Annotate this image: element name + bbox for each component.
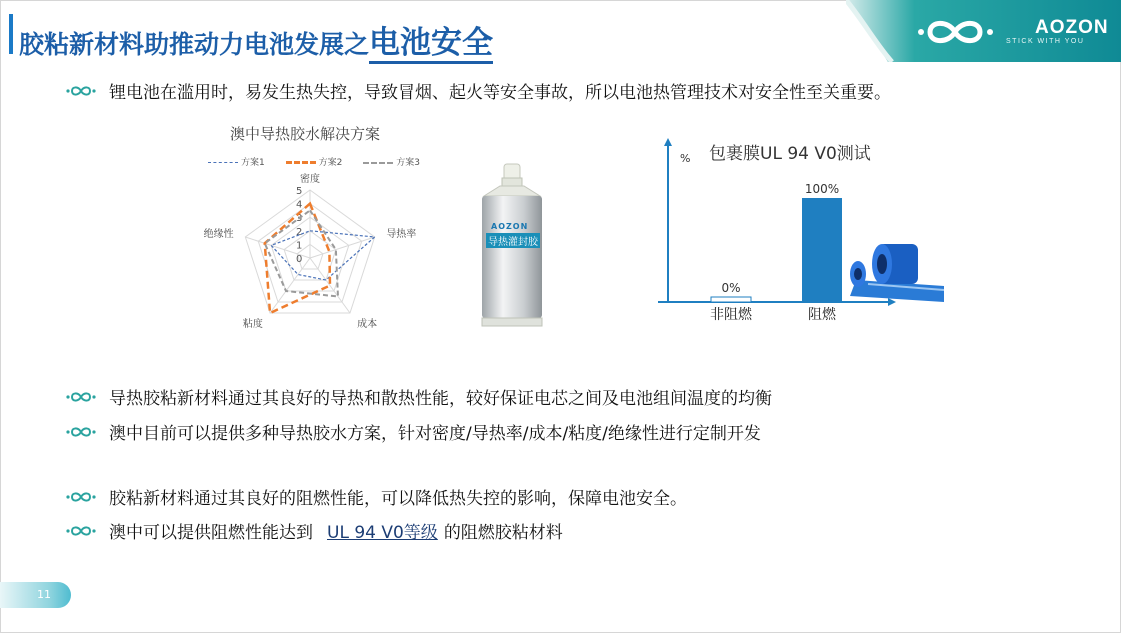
legend-label: 方案2: [318, 158, 343, 168]
radar-tick-label: 4: [296, 199, 303, 211]
radar-tick-label: 2: [296, 226, 303, 238]
page-title-main: 胶粘新材料助推动力电池发展之: [19, 30, 370, 59]
radar-tick-label: 5: [296, 186, 303, 197]
y-axis-label: %: [680, 152, 691, 165]
bar-category-label: 阻燃: [808, 307, 836, 323]
bullet-icon: [66, 85, 96, 97]
legend-item: [208, 158, 265, 168]
product-brand-label: AOZON: [491, 222, 529, 231]
bar: [802, 198, 842, 302]
bullet-item: [66, 384, 772, 409]
ul94-link[interactable]: UL 94 V0等级: [327, 523, 438, 543]
bullet-icon: [66, 491, 96, 503]
bullet-text: 导热胶粘新材料通过其良好的导热和散热性能，较好保证电芯之间及电池组间温度的均衡: [109, 389, 772, 409]
radar-tick-label: 1: [296, 240, 303, 252]
bar-data-label: 0%: [721, 281, 741, 295]
radar-tick-label: 0: [296, 254, 303, 265]
radar-axis-label: 成本: [357, 318, 378, 330]
bar: [711, 297, 751, 302]
radar-chart-title: 澳中导热胶水解决方案: [230, 125, 381, 143]
aozon-logo-icon: [917, 17, 995, 47]
bullet-item: [66, 419, 761, 444]
page-number-badge: [0, 582, 71, 608]
radar-axis-label: 导热率: [386, 229, 417, 241]
tape-rolls-image: [848, 236, 946, 302]
radar-axis-label: 粘度: [242, 318, 263, 330]
bullet-text: 澳中目前可以提供多种导热胶水方案，针对密度/导热率/成本/粘度/绝缘性进行定制开发: [109, 424, 761, 444]
page-number: 11: [37, 588, 51, 601]
bar-data-label: 100%: [804, 182, 840, 196]
title-accent-bar: [9, 14, 13, 54]
legend-item: [286, 158, 343, 168]
bar-chart-title: 包裹膜UL 94 V0测试: [709, 144, 871, 164]
bullet-icon: [66, 426, 96, 438]
bullet-item: [66, 484, 687, 509]
legend-label: 方案1: [241, 158, 265, 168]
bullet-icon: [66, 391, 96, 403]
page-title-emphasis: 电池安全: [369, 25, 493, 64]
legend-item: [363, 158, 420, 168]
radar-tick-label: 3: [296, 213, 303, 225]
bullet-text: 锂电池在滥用时，易发生热失控，导致冒烟、起火等安全事故，所以电池热管理技术对安全性至关重要。: [109, 83, 891, 103]
bullet-text: 澳中可以提供阻燃性能达到: [109, 523, 313, 543]
bullet-text: 胶粘新材料通过其良好的阻燃性能，可以降低热失控的影响，保障电池安全。: [109, 489, 687, 509]
radar-axis-label: 绝缘性: [203, 229, 234, 241]
legend-label: 方案3: [396, 158, 420, 168]
radar-axis-label: 密度: [300, 173, 320, 185]
bullet-icon: [66, 525, 96, 537]
bar-category-label: 非阻燃: [710, 307, 752, 323]
y-axis-arrow: [664, 138, 672, 146]
product-name-label: 导热灌封胶: [486, 233, 540, 248]
bullet-item: [66, 78, 891, 103]
bullet-text-tail: 的阻燃胶粘材料: [443, 523, 563, 543]
logo-name: AOZON: [1035, 17, 1109, 38]
bullet-item: [66, 518, 563, 543]
radar-legend: [208, 155, 438, 168]
page-title: [19, 17, 493, 62]
radar-chart: [200, 172, 420, 338]
logo-tagline: STICK WITH YOU: [1006, 38, 1085, 45]
